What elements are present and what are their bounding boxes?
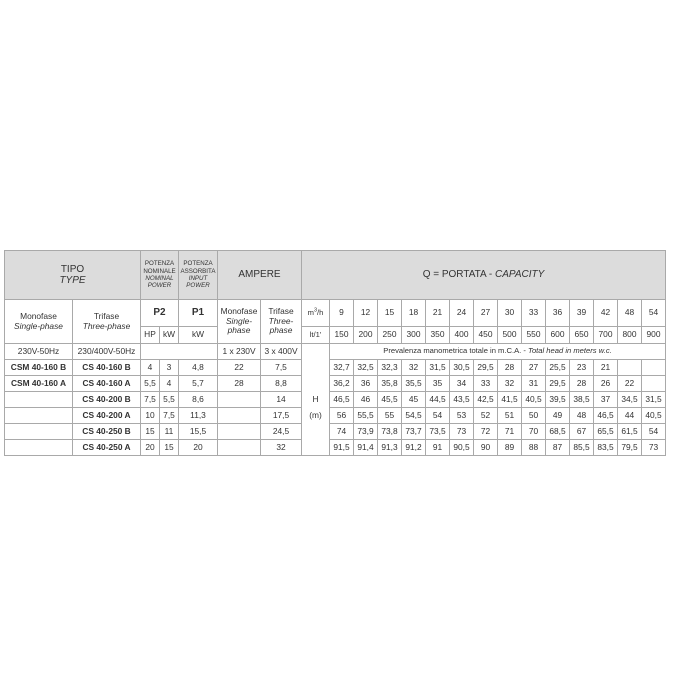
kw-label: kW (162, 329, 176, 340)
head-note-cell (330, 344, 666, 360)
model-p1-cell: 11,3 (179, 408, 218, 424)
head-value-cell: 68,5 (546, 424, 570, 440)
head-value-cell: 49 (546, 408, 570, 424)
flow-m3h-cell: 12 (354, 300, 378, 327)
flow-lt-cell: 300 (402, 327, 426, 344)
amp-tri-voltage-label: 3 x 400V (264, 345, 298, 356)
head-value-cell: 91,3 (378, 440, 402, 456)
head-value-cell: 44,5 (426, 392, 450, 408)
model-tri-cell: CS 40-160 B (73, 360, 141, 376)
potenza-assorbita-label: POTENZA ASSORBITA (180, 260, 216, 275)
head-value-cell: 90,5 (450, 440, 474, 456)
head-value-cell: 73,9 (354, 424, 378, 440)
flow-lt-cell: 800 (618, 327, 642, 344)
model-kw-cell: 5,5 (160, 392, 179, 408)
head-value-cell: 35,8 (378, 376, 402, 392)
amp-monofase-label: Monofase (220, 306, 258, 317)
head-value-cell: 73,7 (402, 424, 426, 440)
model-mono-cell (5, 424, 73, 440)
model-p1-cell: 8,6 (179, 392, 218, 408)
head-value-cell: 32 (498, 376, 522, 392)
model-amp-tri-cell: 7,5 (261, 360, 302, 376)
model-amp-mono-cell (218, 424, 261, 440)
head-value-cell: 33 (474, 376, 498, 392)
trifase-header-cell (73, 300, 141, 344)
head-value-cell: 70 (522, 424, 546, 440)
amp-single-phase-label: phase (227, 325, 251, 336)
head-value-cell: 46,5 (330, 392, 354, 408)
head-value-cell: 55 (378, 408, 402, 424)
tri-voltage-cell (73, 344, 141, 360)
head-value-cell: 34 (450, 376, 474, 392)
head-value-cell: 45 (402, 392, 426, 408)
flow-lt-cell: 550 (522, 327, 546, 344)
model-tri-cell: CS 40-250 A (73, 440, 141, 456)
model-row (5, 360, 666, 376)
model-row (5, 408, 666, 424)
p2-header-cell (141, 251, 179, 300)
head-value-cell: 55,5 (354, 408, 378, 424)
head-value-cell: 31,5 (426, 360, 450, 376)
unit-lt-label: lt/1' (309, 329, 322, 339)
head-value-cell: 79,5 (618, 440, 642, 456)
flow-m3h-cell: 39 (570, 300, 594, 327)
model-p1-cell: 20 (179, 440, 218, 456)
p1-label-cell (179, 300, 218, 327)
h-axis-label-cell: H (302, 392, 330, 408)
amp-single-label: Single- (225, 315, 253, 326)
amp-three-label: Three- (268, 315, 294, 326)
h-axis-cell (302, 360, 330, 376)
head-value-cell: 31 (522, 376, 546, 392)
model-amp-tri-cell: 24,5 (261, 424, 302, 440)
model-amp-tri-cell: 8,8 (261, 376, 302, 392)
head-value-cell: 22 (618, 376, 642, 392)
kw-p1-label: kW (191, 329, 205, 340)
head-value-cell: 91 (426, 440, 450, 456)
head-value-cell (618, 360, 642, 376)
head-value-cell: 32,3 (378, 360, 402, 376)
model-amp-mono-cell: 22 (218, 360, 261, 376)
head-note-en: Total head in meters w.c. (528, 346, 612, 356)
type-label: TYPE (59, 275, 86, 286)
head-value-cell: 54,5 (402, 408, 426, 424)
head-value-cell: 36 (354, 376, 378, 392)
model-hp-cell: 20 (141, 440, 160, 456)
potenza-nominale-label: POTENZA NOMINALE (143, 260, 176, 275)
p1-label: P1 (191, 307, 205, 319)
head-value-cell: 36,2 (330, 376, 354, 392)
head-value-cell: 46,5 (594, 408, 618, 424)
model-kw-cell: 4 (160, 376, 179, 392)
model-hp-cell: 7,5 (141, 392, 160, 408)
input-power-label: INPUT POWER (186, 275, 210, 290)
flow-m3h-cell: 42 (594, 300, 618, 327)
flow-lt-cell: 900 (642, 327, 666, 344)
amp-tri-voltage-cell (261, 344, 302, 360)
head-value-cell: 91,5 (330, 440, 354, 456)
head-value-cell: 27 (522, 360, 546, 376)
capacity-label: CAPACITY (495, 269, 545, 281)
subheader-row-1 (5, 300, 666, 327)
amp-single-phase-header-cell (218, 300, 261, 344)
model-amp-mono-cell (218, 440, 261, 456)
head-value-cell: 39,5 (546, 392, 570, 408)
head-value-cell: 91,2 (402, 440, 426, 456)
head-value-cell: 53 (450, 408, 474, 424)
amp-three-phase-label: phase (269, 325, 293, 336)
header-row (5, 251, 666, 300)
model-row (5, 392, 666, 408)
head-value-cell: 37 (594, 392, 618, 408)
head-value-cell (642, 376, 666, 392)
three-phase-label: Three-phase (82, 320, 131, 331)
model-kw-cell: 11 (160, 424, 179, 440)
amp-mono-voltage-cell (218, 344, 261, 360)
pump-performance-table-container (4, 250, 666, 456)
p2-label: P2 (153, 307, 166, 319)
head-value-cell: 83,5 (594, 440, 618, 456)
flow-m3h-cell: 18 (402, 300, 426, 327)
monofase-label: Monofase (20, 310, 57, 321)
model-hp-cell: 15 (141, 424, 160, 440)
ampere-label: AMPERE (238, 269, 281, 281)
head-value-cell: 73,5 (426, 424, 450, 440)
hp-unit-cell (141, 327, 160, 344)
flow-lt-cell: 350 (426, 327, 450, 344)
model-amp-tri-cell: 32 (261, 440, 302, 456)
model-hp-cell: 4 (141, 360, 160, 376)
model-p1-cell: 4,8 (179, 360, 218, 376)
head-value-cell: 85,5 (570, 440, 594, 456)
unit-m3h-h: /h (317, 307, 324, 317)
flow-lt-cell: 200 (354, 327, 378, 344)
hp-label: HP (144, 329, 156, 340)
head-value-cell: 52 (474, 408, 498, 424)
mono-voltage-cell (5, 344, 73, 360)
head-value-cell: 34,5 (618, 392, 642, 408)
flow-lt-cell: 250 (378, 327, 402, 344)
model-mono-cell (5, 440, 73, 456)
head-value-cell: 28 (498, 360, 522, 376)
model-tri-cell: CS 40-160 A (73, 376, 141, 392)
flow-lt-cell: 700 (594, 327, 618, 344)
model-p1-cell: 5,7 (179, 376, 218, 392)
model-row (5, 376, 666, 392)
flow-lt-cell: 450 (474, 327, 498, 344)
voltage-row (5, 344, 666, 360)
head-value-cell: 31,5 (642, 392, 666, 408)
head-value-cell: 88 (522, 440, 546, 456)
flow-m3h-cell: 15 (378, 300, 402, 327)
head-value-cell: 28 (570, 376, 594, 392)
model-mono-cell (5, 392, 73, 408)
model-amp-mono-cell (218, 392, 261, 408)
head-value-cell: 21 (594, 360, 618, 376)
head-value-cell: 56 (330, 408, 354, 424)
tipo-label: TIPO (60, 263, 85, 275)
head-value-cell: 32,7 (330, 360, 354, 376)
head-value-cell: 50 (522, 408, 546, 424)
model-amp-mono-cell: 28 (218, 376, 261, 392)
h-axis-cell (302, 376, 330, 392)
flow-lt-cell: 600 (546, 327, 570, 344)
kw-unit-cell (160, 327, 179, 344)
amp-trifase-label: Trifase (268, 306, 294, 317)
model-amp-mono-cell (218, 408, 261, 424)
head-value-cell: 90 (474, 440, 498, 456)
head-value-cell (642, 360, 666, 376)
mono-voltage-label: 230V-50Hz (17, 345, 60, 356)
flow-lt-cell: 500 (498, 327, 522, 344)
power-voltage-blank-cell (141, 344, 218, 360)
flow-lt-cell: 150 (330, 327, 354, 344)
head-value-cell: 45,5 (378, 392, 402, 408)
model-tri-cell: CS 40-200 A (73, 408, 141, 424)
head-value-cell: 23 (570, 360, 594, 376)
head-value-cell: 40,5 (642, 408, 666, 424)
model-p1-cell: 15,5 (179, 424, 218, 440)
model-tri-cell: CS 40-250 B (73, 424, 141, 440)
model-kw-cell: 7,5 (160, 408, 179, 424)
head-value-cell: 30,5 (450, 360, 474, 376)
head-value-cell: 51 (498, 408, 522, 424)
head-value-cell: 26 (594, 376, 618, 392)
head-value-cell: 65,5 (594, 424, 618, 440)
head-value-cell: 91,4 (354, 440, 378, 456)
pump-performance-table (4, 250, 666, 456)
h-axis-cell (302, 424, 330, 440)
flow-m3h-cell: 36 (546, 300, 570, 327)
h-axis-cell (302, 440, 330, 456)
head-note-it: Prevalenza manometrica totale in m.C.A. - (383, 346, 529, 356)
head-value-cell: 48 (570, 408, 594, 424)
model-amp-tri-cell: 14 (261, 392, 302, 408)
unit-lt-cell (302, 327, 330, 344)
h-axis-cell-top (302, 344, 330, 360)
head-value-cell: 73,8 (378, 424, 402, 440)
head-value-cell: 44 (618, 408, 642, 424)
unit-m3h-sup: 3 (313, 307, 318, 314)
head-value-cell: 32 (402, 360, 426, 376)
p1-header-cell (179, 251, 218, 300)
tipo-header-cell (5, 251, 141, 300)
ampere-header-cell (218, 251, 302, 300)
head-value-cell: 43,5 (450, 392, 474, 408)
head-value-cell: 71 (498, 424, 522, 440)
head-value-cell: 72 (474, 424, 498, 440)
flow-lt-cell: 650 (570, 327, 594, 344)
head-value-cell: 73 (642, 440, 666, 456)
model-hp-cell: 10 (141, 408, 160, 424)
single-phase-label: Single-phase (14, 320, 63, 331)
head-value-cell: 38,5 (570, 392, 594, 408)
flow-m3h-cell: 9 (330, 300, 354, 327)
unit-m3h-m: m (307, 307, 314, 317)
amp-mono-voltage-label: 1 x 230V (222, 345, 256, 356)
head-value-cell: 89 (498, 440, 522, 456)
head-value-cell: 54 (426, 408, 450, 424)
flow-m3h-cell: 21 (426, 300, 450, 327)
model-kw-cell: 3 (160, 360, 179, 376)
amp-three-phase-header-cell (261, 300, 302, 344)
model-mono-cell: CSM 40-160 A (5, 376, 73, 392)
p2-label-cell (141, 300, 179, 327)
head-value-cell: 73 (450, 424, 474, 440)
flow-lt-cell: 400 (450, 327, 474, 344)
model-row (5, 424, 666, 440)
nominal-power-label: NOMINAL POWER (145, 275, 174, 290)
flow-m3h-cell: 48 (618, 300, 642, 327)
head-value-cell: 61,5 (618, 424, 642, 440)
head-value-cell: 46 (354, 392, 378, 408)
kw-p1-unit-cell (179, 327, 218, 344)
capacity-header-cell (302, 251, 666, 300)
monofase-header-cell (5, 300, 73, 344)
head-value-cell: 35 (426, 376, 450, 392)
model-hp-cell: 5,5 (141, 376, 160, 392)
flow-m3h-cell: 27 (474, 300, 498, 327)
model-kw-cell: 15 (160, 440, 179, 456)
head-value-cell: 29,5 (546, 376, 570, 392)
trifase-label: Trifase (93, 310, 120, 321)
head-value-cell: 32,5 (354, 360, 378, 376)
model-mono-cell: CSM 40-160 B (5, 360, 73, 376)
flow-m3h-cell: 33 (522, 300, 546, 327)
model-row (5, 440, 666, 456)
unit-m3h-cell (302, 300, 330, 327)
head-value-cell: 42,5 (474, 392, 498, 408)
head-value-cell: 87 (546, 440, 570, 456)
portata-label: Q = PORTATA - (422, 269, 496, 281)
head-value-cell: 29,5 (474, 360, 498, 376)
head-value-cell: 74 (330, 424, 354, 440)
head-value-cell: 54 (642, 424, 666, 440)
model-amp-tri-cell: 17,5 (261, 408, 302, 424)
tri-voltage-label: 230/400V-50Hz (77, 345, 136, 356)
head-value-cell: 40,5 (522, 392, 546, 408)
flow-m3h-cell: 30 (498, 300, 522, 327)
h-axis-unit-cell: (m) (302, 408, 330, 424)
head-value-cell: 67 (570, 424, 594, 440)
model-tri-cell: CS 40-200 B (73, 392, 141, 408)
head-value-cell: 25,5 (546, 360, 570, 376)
model-mono-cell (5, 408, 73, 424)
flow-m3h-cell: 24 (450, 300, 474, 327)
flow-m3h-cell: 54 (642, 300, 666, 327)
head-value-cell: 41,5 (498, 392, 522, 408)
head-value-cell: 35,5 (402, 376, 426, 392)
